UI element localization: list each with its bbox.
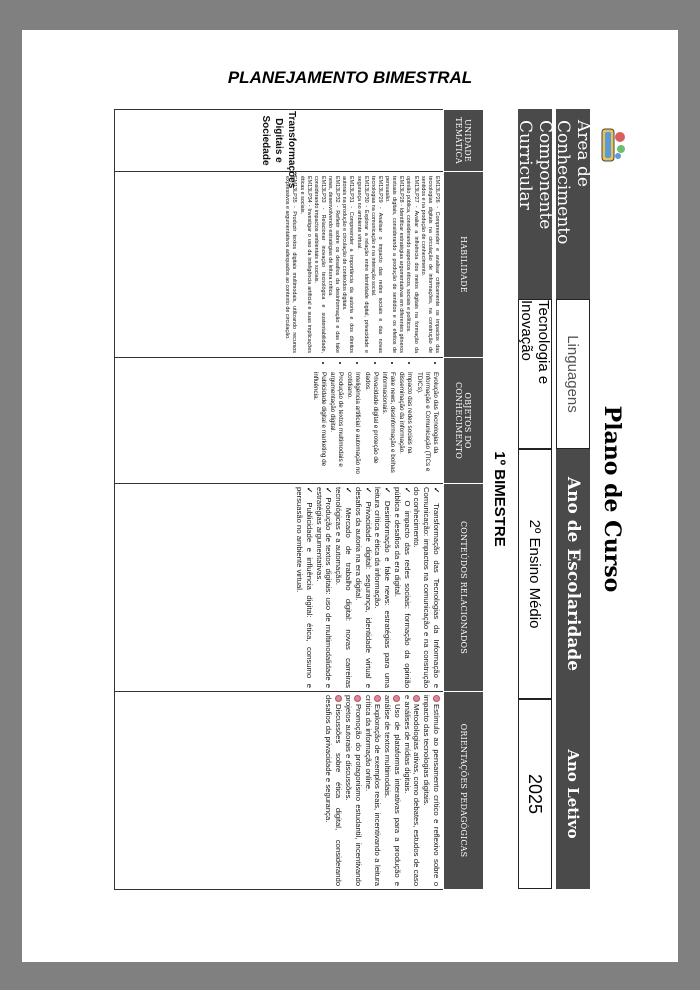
table-header-row [444,110,484,890]
conteudo-item: Publicidade e influência digital: ética, consumo e persuasão no ambiente virtual. [295,487,314,688]
course-plan-banner: Plano de Curso [599,405,625,593]
header-conteudos: CONTEÚDOS RELACIONADOS [444,484,484,692]
ano-letivo-value: 2025 [518,699,552,889]
check-icon: ✓ [383,487,393,501]
habilidade-item: EM13LP29 - Analisar o impacto das redes sociais e das novas tecnologias na comunicação e na interação social. [369,176,383,353]
habilidade-item: EM13LP26 - Compreender e analisar criticamente os impactos das tecnologias digitais na circulação de informações, na construção de sentidos e na produção de conhecimento. [419,176,440,353]
bullet-dot-icon [354,695,361,702]
conteudo-item: Privacidade digital: segurança, identidade virtual e desafios da autoria na era digital. [353,487,373,688]
objeto-item: • Produção de textos multimodais e argumentação digital. [328,372,344,479]
orientacao-item: Metodologias ativas, como debates, estudos de caso e análises de mídias digitais. [402,695,422,886]
planning-table [114,109,484,890]
table-row [115,110,444,890]
componente-label: Componente Curricular [518,109,552,299]
habilidade-item: EM13LP33 - Relacionar inovação tecnológica e sustentabilidade, considerando impactos ambientais e sociais. [312,176,326,353]
objeto-item: • Inteligência artificial e automação no cotidiano. [345,372,361,479]
conteudo-item: Desinformação e fake news: estratégias para uma leitura crítica e ética da informação. [373,487,393,688]
orientacao-item: Exploração de exemplos reais, incentivando a leitura crítica da informação online. [363,695,383,886]
check-icon: ✓ [402,487,412,501]
conteudo-item: Mercado de trabalho digital: novas carreiras tecnológicas e a automação. [334,487,353,688]
document-sheet [22,30,678,962]
orientacoes-cell [115,692,444,890]
objeto-item: • Publicidade digital e marketing de influência. [310,372,326,479]
objeto-item: • Privacidade digital e proteção de dados. [362,372,378,479]
ano-escolaridade-value: 2º Ensino Médio [518,449,552,699]
habilidade-item: EM13LP35 - Produzir textos digitais multimodais, utilizando recursos expressivos e argumentativos adequados ao contexto de circulação. [284,176,298,353]
check-icon: ✓ [304,487,314,503]
habilidades-cell [115,172,444,358]
habilidade-item: EM13LP32 - Refletir sobre os desafios da desinformação e das fake news, desenvolvendo estratégias de leitura crítica. [327,176,341,353]
check-icon: ✓ [324,487,334,498]
check-icon: ✓ [363,487,373,502]
bullet-dot-icon [374,695,381,702]
bullet-dot-icon [433,695,440,702]
habilidade-item: EM13LP28 - Identificar estratégias argumentativas em diferentes gêneros textuais digitais, considerando a produção de sentidos e os efeitos de persuasão. [384,176,405,353]
orientacao-item: Discussões sobre ética digital, considerando desafios da privacidade e segurança. [324,695,344,886]
header-unidade: UNIDADE TEMÁTICA [444,110,484,172]
header-objetos: OBJETOS DO CONHECIMENTO [444,358,484,484]
bimestre-title: 1º BIMESTRE [491,451,508,547]
rotated-course-plan [114,109,634,889]
habilidade-item: EM13LP27 - Avaliar a influência dos meios digitais na formação da opinião pública, considerando aspectos éticos, sociais e políticos. [405,176,419,353]
header-row-area [553,109,593,889]
orientacao-item: Promoção do protagonismo estudantil, incentivando projetos autorais e discussões. [343,695,363,886]
ano-escolaridade-label: Ano de Escolaridade [556,449,590,699]
conteudos-cell [115,484,444,692]
bullet-dot-icon [413,695,420,702]
conteudo-item: Transformação das Tecnologias da Informação e Comunicação: impactos na comunicação e na construção do conhecimento. [412,487,441,688]
area-label: Área de Conhecimento [556,109,590,299]
orientacao-item: Uso de plataformas interativas para a produção e análise de textos multimodais. [383,695,402,886]
header-habilidade: HABILIDADE [444,172,484,358]
habilidade-item: EM13LP31 - Compreender a importância da autoria e dos direitos autorais na produção e circulação de conteúdos digitais. [341,176,355,353]
objeto-item: • Evolução das Tecnologias da Informação e Comunicação (TICs e TDICs). [414,372,439,479]
habilidade-item: EM13LP34 - Investigar o uso da inteligência artificial e suas implicações éticas e sociais. [298,176,312,353]
conteudo-item: Produção de textos digitais: uso de multimodalidade e estratégias argumentativas. [314,487,334,689]
unidade-tematica: Transformações Digitais e Sociedade [115,110,444,172]
objeto-item: • Fake news, desinformação e bolhas informacionais. [380,372,396,479]
habilidade-item: EM13LP30 - Explorar a relação entre identidade digital, privacidade e segurança no ambiente virtual. [355,176,369,353]
objetos-cell [115,358,444,484]
bullet-dot-icon [335,695,342,702]
page-title: PLANEJAMENTO BIMESTRAL [227,68,473,87]
componente-value: Tecnologia e Inovação [518,299,552,449]
ano-letivo-label: Ano Letivo [556,699,590,889]
area-value: Linguagens [556,299,590,449]
header-row-componente [515,109,555,889]
check-icon: ✓ [432,487,441,504]
bullet-dot-icon [393,695,400,702]
check-icon: ✓ [343,487,353,508]
conteudo-item: O impacto das redes sociais: formação da opinião pública e desafios da era digital. [392,487,412,688]
objeto-item: • Impacto das redes sociais na disseminação da informação. [397,372,413,479]
header-orientacoes: ORIENTAÇÕES PEDAGÓGICAS [444,692,484,890]
orientacao-item: Estímulo ao pensamento crítico e reflexivo sobre o impacto das tecnologias digitais. [422,695,441,886]
